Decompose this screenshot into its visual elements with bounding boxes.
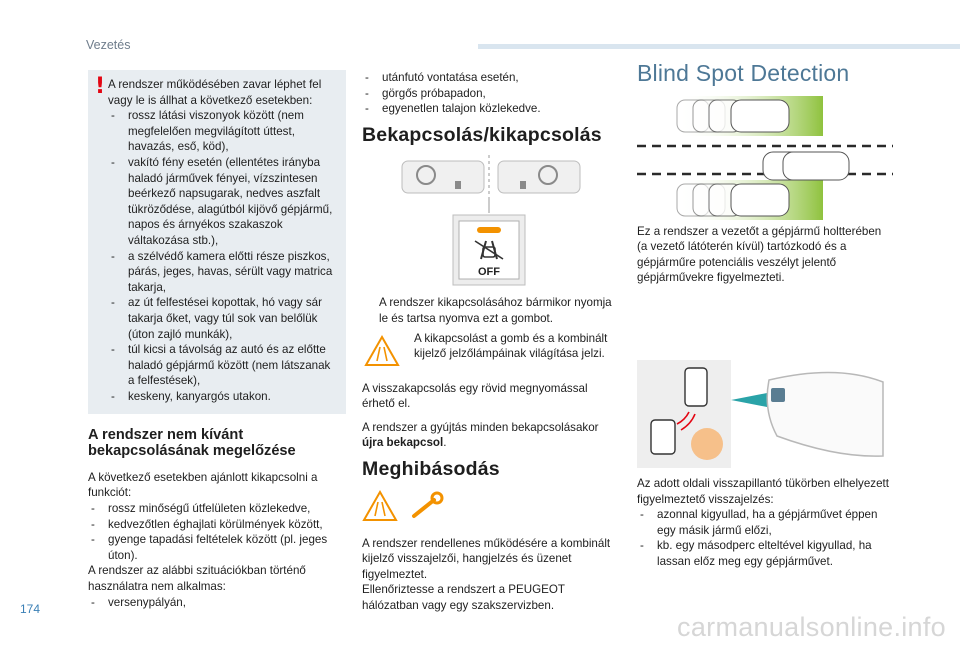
list-item: - kb. egy másodperc elteltével kigyullad, ha lassan előz meg egy gépjárművet. xyxy=(637,538,893,569)
middle-column xyxy=(362,70,616,614)
reactivate-text: A visszakapcsolás egy rövid megnyomással érhető el. xyxy=(362,381,588,411)
list-item: - versenypályán, xyxy=(88,595,346,611)
mirror-indicator-text: Az adott oldali visszapillantó tükörben elhelyezett figyelmeztető visszajelzés: xyxy=(637,476,889,506)
list-item: - azonnal kigyullad, ha a gépjárművet éppen egy másik jármű előzi, xyxy=(637,507,893,538)
auto-reactivate-text: A rendszer a gyújtás minden bekapcsolásakor újra bekapcsol. xyxy=(362,420,599,450)
fault-warning-icon xyxy=(362,488,462,528)
pointer-arrow-icon xyxy=(731,393,767,407)
list-item: - utánfutó vontatása esetén, xyxy=(362,70,616,86)
left-list-1 xyxy=(88,501,346,563)
list-item: - kedvezőtlen éghajlati körülmények között, xyxy=(88,517,346,533)
off-button-label: OFF xyxy=(478,266,500,279)
fault-text-1: A rendszer rendellenes működésére a kombinált kijelző visszajelzői, hangjelzés és üzenet figyelmeztet. xyxy=(362,536,611,581)
list-item: - rossz minőségű útfelületen közlekedve, xyxy=(88,501,346,517)
left-column xyxy=(88,70,346,610)
header-title: Vezetés xyxy=(86,38,131,52)
mid-list-continued xyxy=(362,70,616,117)
header-bar xyxy=(478,44,960,49)
warning-item: - a szélvédő kamera előtti része piszkos, párás, jeges, havas, sérült vagy matrica takarja, xyxy=(108,249,338,296)
list-item: - egyenetlen talajon közlekedve. xyxy=(362,101,616,117)
blind-spot-heading: Blind Spot Detection xyxy=(637,60,850,86)
step-instruction xyxy=(362,295,616,326)
auto-reactivate-bold: újra bekapcsol xyxy=(362,436,444,450)
warning-item: - az út felfestései kopottak, hó vagy sár takarja őket, vagy túl sok van belőlük (úton zajló munkák), xyxy=(108,295,338,342)
step-text: A rendszer kikapcsolásához bármikor nyomja le és tartsa nyomva ezt a gombot. xyxy=(379,296,612,325)
mirror-indicator-illustration xyxy=(637,360,893,468)
fault-heading: Meghibásodás xyxy=(362,457,500,480)
blind-spot-zone-illustration xyxy=(637,94,893,224)
lane-off-button-illustration[interactable] xyxy=(362,213,616,287)
wrench-icon xyxy=(414,493,442,516)
bsd-description: Ez a rendszer a vezetőt a gépjármű holtterében (a vezető látóterén kívül) tartózkodó és a gépjárműre potenciális veszélyt jelentő gépjárművekre figyelmezteti. xyxy=(637,224,882,285)
warning-list xyxy=(108,108,338,404)
mirror-indicator-list xyxy=(637,507,893,569)
warning-item: - túl kicsi a távolság az autó és az előtte haladó gépjármű között (nem látszanak a felfestések), xyxy=(108,342,338,389)
steering-wheel-icon xyxy=(362,153,616,213)
left-paragraph-1: A következő esetekben ajánlott kikapcsolni a funkciót: xyxy=(88,470,318,500)
blinking-light-icon xyxy=(691,428,723,460)
left-paragraph-2: A rendszer az alábbi szituációkban történő használatra nem alkalmas: xyxy=(88,564,306,593)
warning-exclamation-icon: ! xyxy=(95,74,106,99)
on-off-heading: Bekapcsolás/kikapcsolás xyxy=(362,123,602,146)
warning-intro: A rendszer működésében zavar léphet fel vagy le is állhat a következő esetekben: xyxy=(108,78,322,107)
right-column xyxy=(637,60,893,570)
steering-wheel-mirrors-illustration xyxy=(362,153,616,213)
indicator-note xyxy=(362,331,616,373)
list-item: - görgős próbapadon, xyxy=(362,86,616,102)
warning-box xyxy=(88,70,346,414)
page-number: 174 xyxy=(20,602,41,616)
watermark: carmanualsonline.info xyxy=(677,612,946,642)
side-mirror-icon xyxy=(767,372,883,456)
unwanted-activation-heading: A rendszer nem kívánt bekapcsolásának megelőzése xyxy=(88,427,296,460)
warning-item: - vakító fény esetén (ellentétes irányba haladó járművek fényei, vízszintesen beérkező napsugarak, nedves aszfalt tükröződése, alagútból kijövő gépjármű, napos és árnyékos szakaszok váltakozása stb.), xyxy=(108,155,338,249)
left-list-2 xyxy=(88,595,346,611)
warning-item: - keskeny, kanyargós utakon. xyxy=(108,389,338,405)
warning-item: - rossz látási viszonyok között (nem megfelelően megvilágított úttest, havazás, eső, köd), xyxy=(108,108,338,155)
fault-icons xyxy=(362,488,616,528)
list-item: - gyenge tapadási feltételek között (pl. jeges úton). xyxy=(88,532,346,563)
indicator-note-text: A kikapcsolást a gomb és a kombinált kijelző jelzőlámpáinak világítása jelzi. xyxy=(414,331,608,361)
fault-text-2: Ellenőriztesse a rendszert a PEUGEOT hálózatban vagy egy szakszervizben. xyxy=(362,583,565,612)
lane-warning-triangle-icon xyxy=(364,335,400,367)
